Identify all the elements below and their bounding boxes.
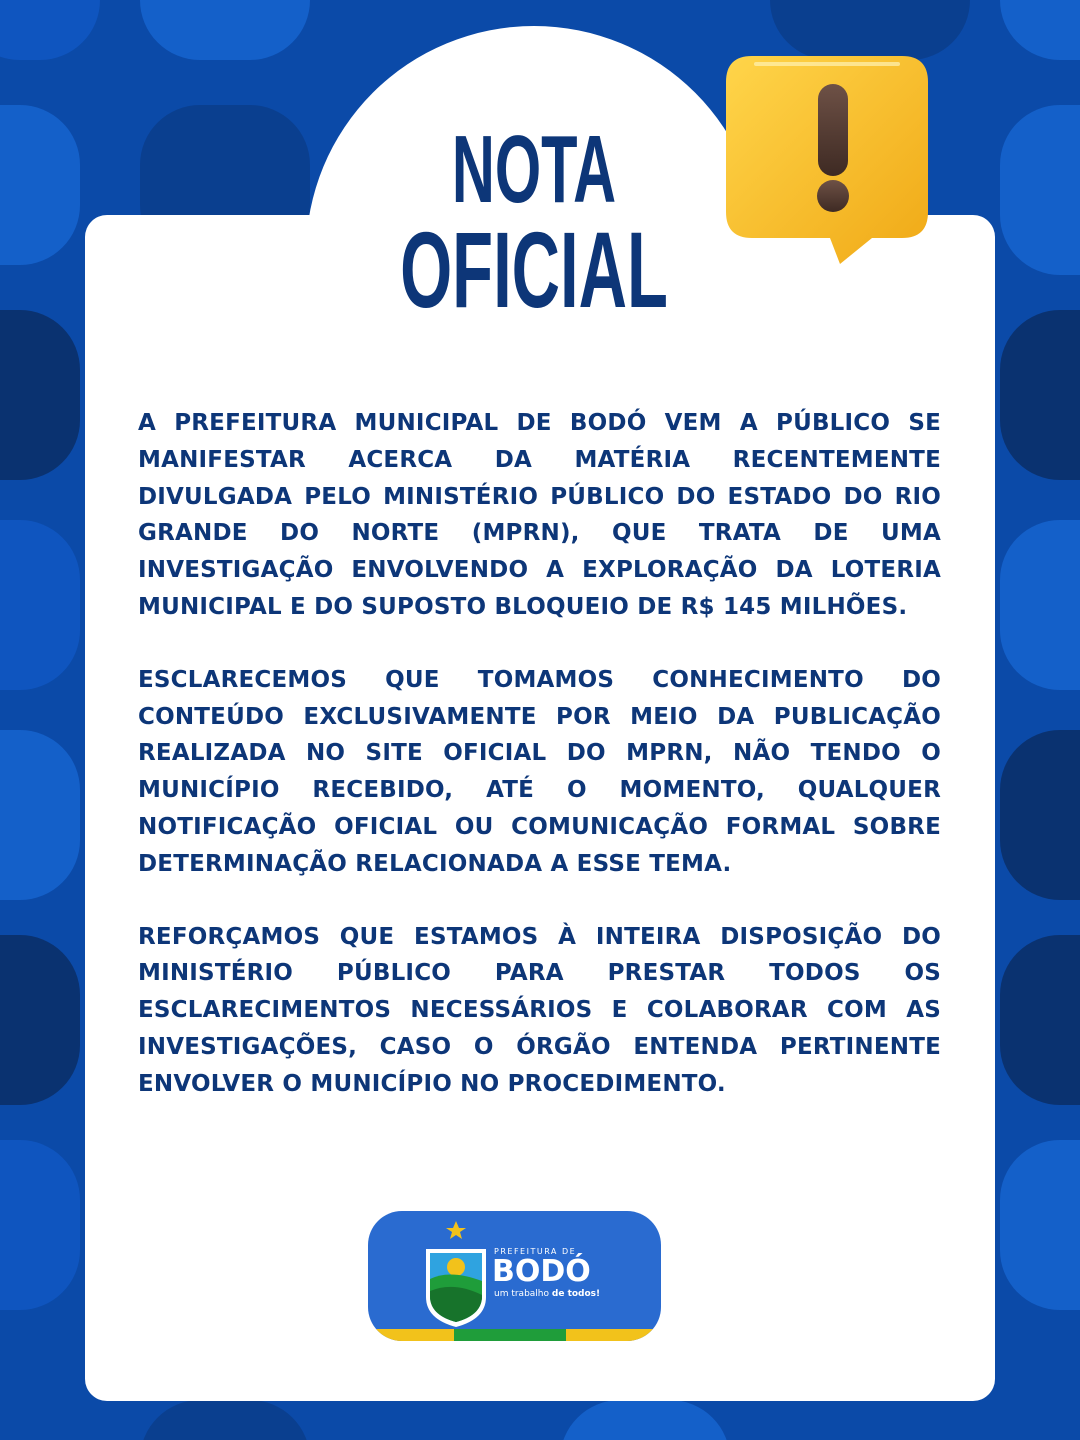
bg-tile (1000, 105, 1080, 275)
bg-tile (0, 1140, 80, 1310)
exclamation-speech-bubble-icon (722, 50, 932, 270)
logo-name: BODÓ (492, 1254, 591, 1289)
statement-paragraph: REFORÇAMOS QUE ESTAMOS À INTEIRA DISPOSIÇÃO DO MINISTÉRIO PÚBLICO PARA PRESTAR TODOS OS ESCLARECIMENTOS NECESSÁRIOS E COLABORAR COM AS INVESTIGAÇÕES, CASO O ÓRGÃO ENTENDA PERTINENTE ENVOLVER O MUNICÍPIO NO PROCEDIMENTO. (138, 923, 941, 1097)
bg-tile (140, 1400, 310, 1440)
bg-tile (0, 520, 80, 690)
bg-tile (0, 730, 80, 900)
statement-body (138, 405, 941, 1139)
flag-stripe-yellow (566, 1329, 661, 1341)
flag-stripe-yellow (368, 1329, 454, 1341)
bg-tile (140, 0, 310, 60)
page-title-line2: OFICIAL (400, 209, 668, 330)
statement-paragraph: ESCLARECEMOS QUE TOMAMOS CONHECIMENTO DO CONTEÚDO EXCLUSIVAMENTE POR MEIO DA PUBLICAÇÃO REALIZADA NO SITE OFICIAL DO MPRN, NÃO TENDO O MUNICÍPIO RECEBIDO, ATÉ O MOMENTO, QUALQUER NOTIFICAÇÃO OFICIAL OU COMUNICAÇÃO FORMAL SOBRE DETERMINAÇÃO RELACIONADA A ESSE TEMA. (138, 666, 941, 877)
bg-tile (1000, 935, 1080, 1105)
bg-tile (0, 310, 80, 480)
statement-paragraph: A PREFEITURA MUNICIPAL DE BODÓ VEM A PÚBLICO SE MANIFESTAR ACERCA DA MATÉRIA RECENTEMENTE DIVULGADA PELO MINISTÉRIO PÚBLICO DO ESTADO DO RIO GRANDE DO NORTE (MPRN), QUE TRATA DE UMA INVESTIGAÇÃO ENVOLVENDO A EXPLORAÇÃO DA LOTERIA MUNICIPAL E DO SUPOSTO BLOQUEIO DE R$ 145 MILHÕES. (138, 410, 941, 620)
bg-tile (0, 105, 80, 265)
flag-stripe-green (454, 1329, 566, 1341)
bg-tile (1000, 1140, 1080, 1310)
logo-tagline-start: um trabalho (494, 1289, 550, 1299)
bg-tile (560, 1400, 730, 1440)
municipal-crest-icon (420, 1219, 492, 1331)
bg-tile (1000, 310, 1080, 480)
page-title-line1: NOTA (451, 116, 617, 223)
bg-tile (1000, 730, 1080, 900)
bg-tile (1000, 0, 1080, 60)
logo-tagline (494, 1289, 600, 1299)
bg-tile (0, 0, 100, 60)
prefeitura-logo (368, 1211, 661, 1341)
bg-tile (0, 935, 80, 1105)
bg-tile (1000, 520, 1080, 690)
logo-tagline-bold: de todos! (551, 1289, 601, 1299)
logo-prefix: PREFEITURA DE (494, 1247, 577, 1256)
